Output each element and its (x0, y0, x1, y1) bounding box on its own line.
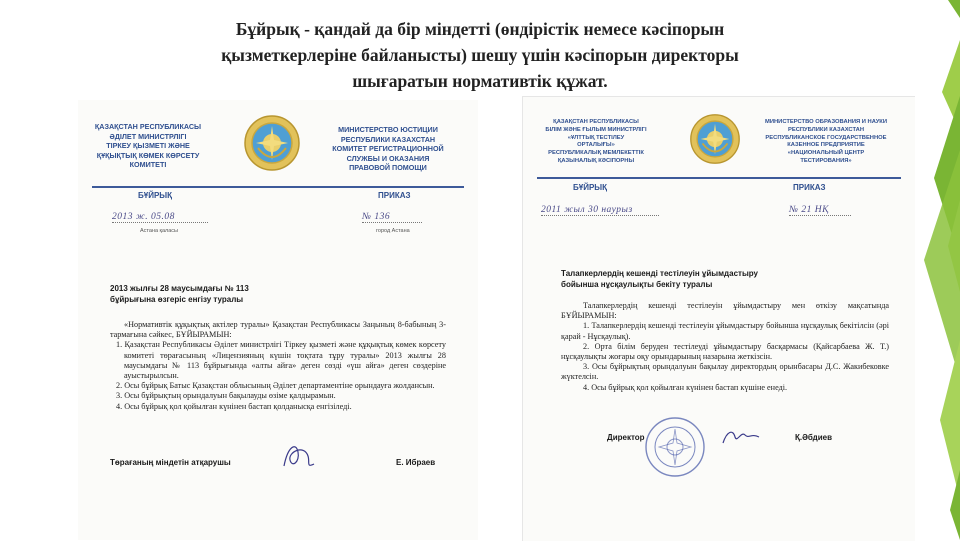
doc1-signature-name: Е. Ибраев (396, 458, 436, 467)
doc2-header-left-line: «ҰЛТТЫҚ ТЕСТІЛЕУ (567, 134, 625, 141)
doc2-header-left-line: ҚАЗЫНАЛЫҚ КӘСІПОРНЫ (557, 157, 635, 164)
signature-icon (719, 425, 763, 449)
doc1-label-left: БҰЙРЫҚ (138, 191, 172, 200)
doc1-label-right: ПРИКАЗ (378, 191, 411, 200)
doc1-header-right-line: СЛУЖБЫ И ОКАЗАНИЯ (346, 153, 430, 163)
doc2-header-right-line: ТЕСТИРОВАНИЯ» (800, 157, 852, 164)
doc1-header-right (318, 125, 458, 173)
doc2-label-right: ПРИКАЗ (793, 183, 826, 192)
doc1-subject-line: 2013 жылғы 28 маусымдағы № 113 (110, 284, 249, 293)
signature-icon (278, 438, 322, 474)
doc2-subject-line: бойынша нұсқаулықты бекіту туралы (561, 279, 713, 289)
doc2-paragraph: 4. Осы бұйрық қол қойылған күнінен бастап күшіне енеді. (583, 382, 788, 392)
doc2-paragraph: 1. Талапкерлердің кешенді тестілеуін ұйымдастыру бойынша нұсқаулық бекітілсін (әрі қарай - Нұсқаулық). (561, 321, 889, 341)
doc2-number: № 21 НҚ (789, 205, 851, 216)
doc1-header-right-line: КОМИТЕТ РЕГИСТРАЦИОННОЙ (332, 144, 444, 154)
doc1-header-right-line: РЕСПУБЛИКИ КАЗАХСТАН (340, 134, 436, 144)
doc1-city-left: Астана қаласы (140, 228, 178, 234)
doc2-paragraph: 2. Орта білім беруден тестілеуді ұйымдастыру басқармасы (Қайсарбаева Ж. Т.) нұсқаулықты жоғары оқу орындарының назарына жеткізсін. (561, 341, 889, 362)
slide-title-line-3: шығаратын нормативтік құжат. (352, 71, 608, 91)
official-stamp-icon (643, 415, 707, 479)
doc2-signature-name: Қ.Әбдиев (795, 433, 833, 442)
doc2-body (561, 301, 889, 393)
doc1-paragraph: «Нормативтік құқықтық актілер туралы» Қазақстан Республикасы Заңының 8-бабының 3-тармағына сәйкес, БҰЙЫРАМЫН: (110, 320, 446, 340)
doc1-paragraph: 2. Осы бұйрық Батыс Қазақстан облысының Әділет департаментіне орындауға жолдансын. (116, 381, 435, 391)
doc1-paragraph: 4. Осы бұйрық қол қойылған күнінен бастап қолданысқа енгізіледі. (116, 401, 352, 411)
state-emblem-icon (243, 114, 301, 172)
doc1-header-left-line: ҚАЗАҚСТАН РЕСПУБЛИКАСЫ (94, 122, 202, 131)
doc1-subject-line: бұйрығына өзгеріс енгізу туралы (110, 294, 244, 304)
order-document-2 (522, 96, 915, 541)
doc2-header-left (527, 119, 665, 166)
doc1-date: 2013 ж. 05.08 (112, 212, 208, 223)
doc1-body (110, 320, 446, 412)
doc2-header-right (757, 119, 895, 166)
slide-title (150, 16, 810, 94)
doc2-subject-line: Талапкерлердің кешенді тестілеуін ұйымдастыру (561, 269, 759, 278)
doc1-header-left (78, 122, 218, 170)
doc1-header-right-line: ПРАВОВОЙ ПОМОЩИ (349, 163, 427, 173)
doc2-header-left-line: РЕСПУБЛИКАЛЫҚ МЕМЛЕКЕТТІК (548, 150, 644, 157)
doc1-signature-role: Төрағаның міндетін атқарушы (110, 458, 231, 467)
doc2-header-left-line: ОРТАЛЫҒЫ» (577, 142, 615, 149)
doc1-header-right-line: МИНИСТЕРСТВО ЮСТИЦИИ (338, 125, 438, 134)
doc1-paragraph: 1. Қазақстан Республикасы Әділет министрлігі Тіркеу қызметі және құқықтық көмек көрсету комитеті төрағасының «Лицензияның күшін тоқтата тұру туралы» 2013 жылғы 28 маусымдағы № 113 бұйрығында «алты айға» деген сөзді «үш айға» деген сөздеріне ауыстырылсын. (116, 340, 446, 381)
decorative-accent-triangles (918, 0, 960, 540)
doc2-subject (561, 269, 758, 290)
doc2-header-right-line: МИНИСТЕРСТВО ОБРАЗОВАНИЯ И НАУКИ (765, 119, 887, 125)
doc1-paragraph: 3. Осы бұйрықтың орындалуын бақылауды өзіме қалдырамын. (116, 391, 336, 401)
doc2-signature-role: Директор (607, 433, 645, 442)
doc2-paragraph: Талапкерлердің кешенді тестілеуін ұйымдастыру мен өткізу мақсатында БҰЙЫРАМЫН: (561, 301, 889, 321)
slide-title-line-1: Бұйрық - қандай да бір міндетті (өндірістік немесе кәсіпорын (235, 19, 725, 39)
order-document-1 (78, 100, 478, 540)
doc1-city-right: город Астана (376, 228, 410, 234)
doc1-header-left-line: ӘДІЛЕТ МИНИСТРЛІГІ (109, 131, 187, 141)
doc2-header-right-line: РЕСПУБЛИКИ КАЗАХСТАН (787, 126, 865, 133)
doc1-header-rule (92, 186, 464, 188)
doc1-number: № 136 (362, 212, 422, 223)
doc2-header-left-line: БІЛІМ ЖӘНЕ ҒЫЛЫМ МИНИСТРЛІГІ (545, 126, 647, 133)
doc2-header-rule (537, 177, 901, 179)
slide-title-line-2: қызметкерлеріне байланысты) шешу үшін кәсіпорын директоры (221, 45, 739, 65)
doc1-header-left-line: ТІРКЕУ ҚЫЗМЕТІ ЖӘНЕ (106, 141, 190, 151)
doc2-header-right-line: «НАЦИОНАЛЬНЫЙ ЦЕНТР (787, 150, 865, 157)
state-emblem-icon (689, 113, 741, 165)
doc2-header-left-line: ҚАЗАҚСТАН РЕСПУБЛИКАСЫ (553, 119, 639, 125)
doc1-header-left-line: КОМИТЕТІ (129, 160, 167, 170)
doc2-header-right-line: РЕСПУБЛИКАНСКОЕ ГОСУДАРСТВЕННОЕ (765, 134, 887, 141)
doc1-subject (110, 284, 249, 305)
doc2-date: 2011 жыл 30 наурыз (541, 205, 659, 216)
doc2-paragraph: 3. Осы бұйрықтың орындалуын бақылау директордың орынбасары Д.С. Жакибековке жүктелсін. (561, 362, 889, 382)
doc2-label-left: БҰЙРЫҚ (573, 183, 607, 192)
doc2-header-right-line: КАЗЕННОЕ ПРЕДПРИЯТИЕ (787, 142, 865, 149)
doc1-header-left-line: ҚҰҚЫҚТЫҚ КӨМЕК КӨРСЕТУ (96, 150, 200, 160)
